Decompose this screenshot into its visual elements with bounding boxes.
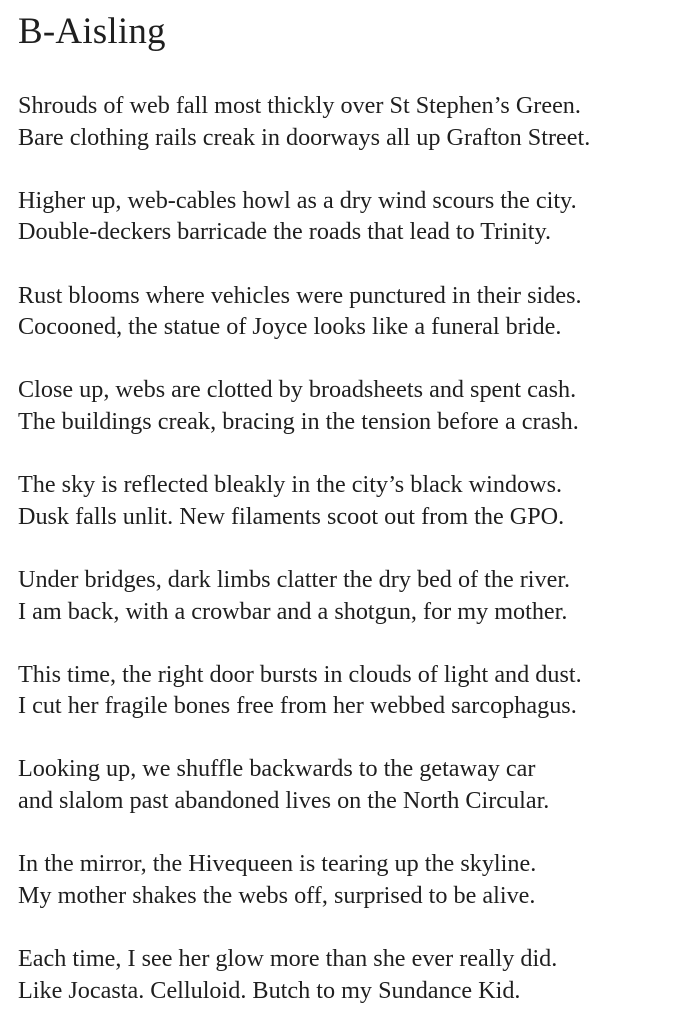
poem-line: Under bridges, dark limbs clatter the dry bed of the river. <box>18 565 571 593</box>
poem-line: Looking up, we shuffle backwards to the getaway car <box>18 755 536 783</box>
poem-body <box>18 90 697 1006</box>
stanza-6 <box>18 564 697 627</box>
poem-line: Double-deckers barricade the roads that lead to Trinity. <box>18 218 552 246</box>
poem-line: I am back, with a crowbar and a shotgun, for my mother. <box>18 597 568 625</box>
poem-line: This time, the right door bursts in clouds of light and dust. <box>18 660 582 688</box>
stanza-4 <box>18 374 697 437</box>
poem-line: The buildings creak, bracing in the tension before a crash. <box>18 407 579 435</box>
stanza-9 <box>18 848 697 911</box>
stanza-3 <box>18 280 697 343</box>
poem-line: Higher up, web-cables howl as a dry wind scours the city. <box>18 186 577 214</box>
poem-line: and slalom past abandoned lives on the North Circular. <box>18 787 550 815</box>
poem-line: I cut her fragile bones free from her webbed sarcophagus. <box>18 692 577 720</box>
poem-line: Cocooned, the statue of Joyce looks like a funeral bride. <box>18 313 562 341</box>
poem-line: Bare clothing rails creak in doorways all up Grafton Street. <box>18 123 591 151</box>
poem-line: Close up, webs are clotted by broadsheets and spent cash. <box>18 376 577 404</box>
poem-title: B-Aisling <box>18 11 166 52</box>
stanza-10 <box>18 943 697 1006</box>
stanza-2 <box>18 185 697 248</box>
stanza-7 <box>18 659 697 722</box>
poem-line: Rust blooms where vehicles were punctured in their sides. <box>18 281 582 309</box>
poem-line: Each time, I see her glow more than she ever really did. <box>18 945 558 973</box>
stanza-5 <box>18 469 697 532</box>
poem-line: The sky is reflected bleakly in the city’s black windows. <box>18 471 563 499</box>
poem-line: My mother shakes the webs off, surprised to be alive. <box>18 881 536 909</box>
poem-line: Like Jocasta. Celluloid. Butch to my Sundance Kid. <box>18 976 521 1004</box>
poem-line: Shrouds of web fall most thickly over St Stephen’s Green. <box>18 92 581 119</box>
stanza-8 <box>18 753 697 816</box>
stanza-1 <box>18 90 697 153</box>
poem-line: Dusk falls unlit. New filaments scoot out from the GPO. <box>18 502 565 530</box>
poem-line: In the mirror, the Hivequeen is tearing up the skyline. <box>18 850 537 878</box>
